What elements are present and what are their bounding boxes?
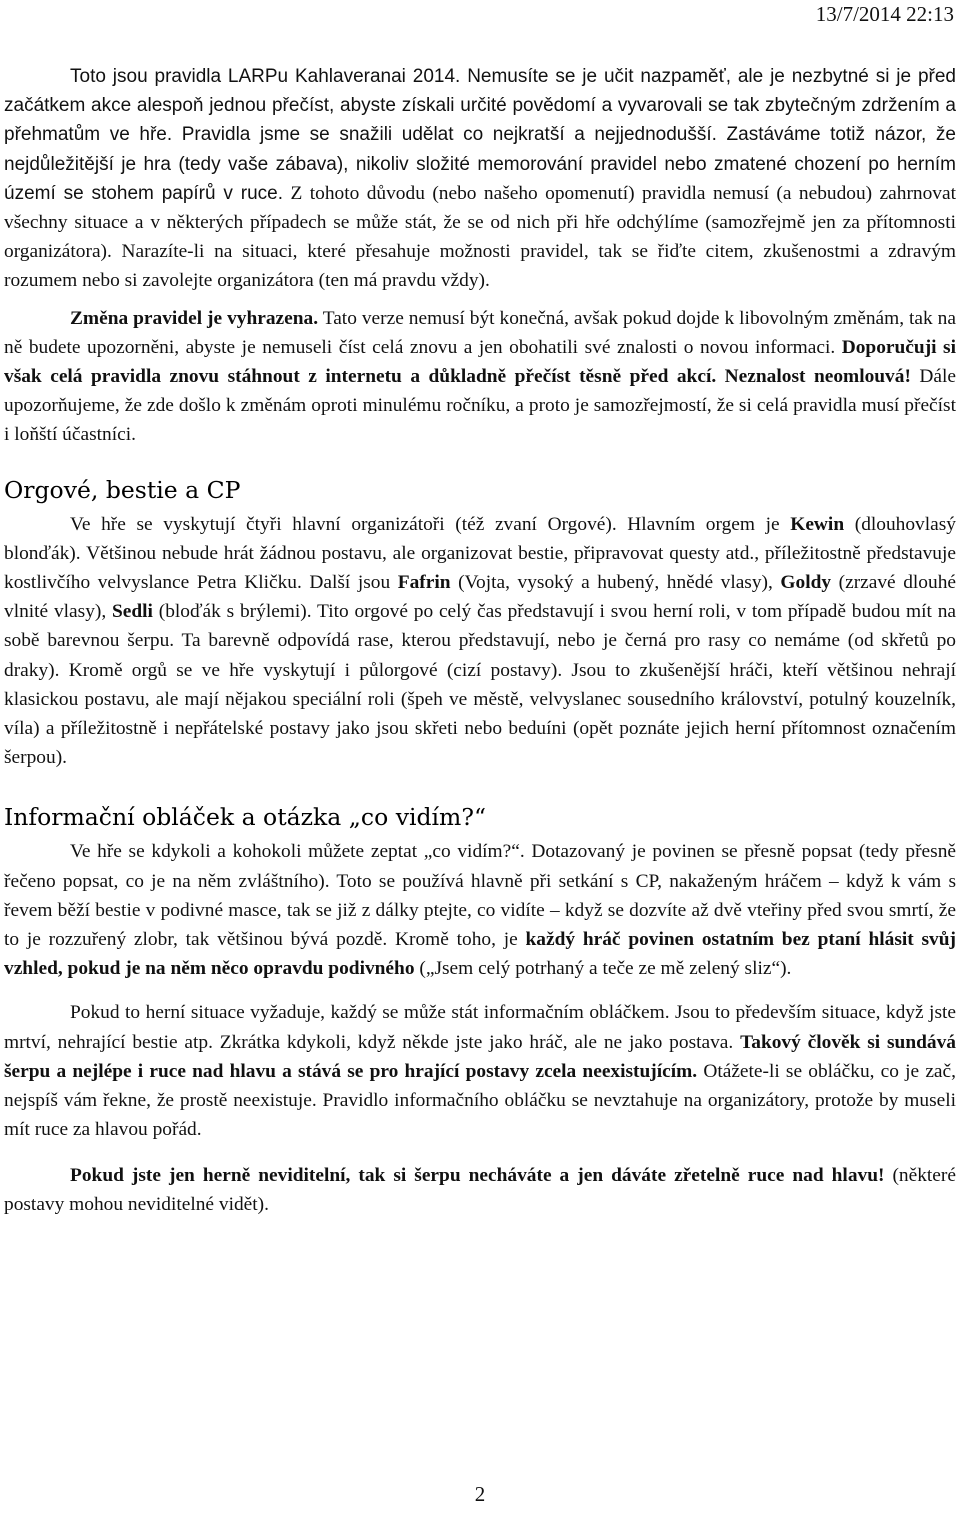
intro-text-sans: Toto jsou pravidla LARPu Kahlaveranai 2014. Nemusíte se je učit nazpaměť, ale je nezbytné si je před začátkem akce alespoň jednou přečíst, abyste získali určité povědomí a vyvarovali se tak zbytečným zdržením a přehmatům ve hře. Pravidla jsme se snažili udělat co nejkratší a nejjednodušší. Zastáváme totiž názor, že nejdůležitější je hra (tedy vaše zábava), nikoliv složité memorování pravidel nebo zmatené chození po herním území se stohem papírů v ruce. <box>4 66 956 204</box>
info-text: Pokud to herní situace vyžaduje, každý se může stát informačním obláčkem. Jsou to především situace, když jste mrtví, nehrající bestie atp. Zkrátka kdykoli, když někde jste jako hráč, ale ne jako postava. <box>4 1002 956 1053</box>
orgs-text: (zrzavé dlouhé vlnité vlasy), <box>4 572 956 623</box>
orgs-text: Ve hře se vyskytují čtyři hlavní organizátoři (též zvaní Orgové). Hlavním orgem je <box>70 513 791 535</box>
info-text: Ve hře se kdykoli a kohokoli můžete zeptat „co vidím?“. Dotazovaný je povinen se přesně popsat (tedy přesně řečeno popsat, co je na něm zvláštního). Toto se používá hlavně při setkání s CP, nakaženým hráčem – když k vám s řevem běží bestie v podivné masce, tak se již z dálky ptejte, co vidíte – když se dozvíte až dvě vteřiny před svou smrtí, že to je rozzuřený zlobr, tak většinou bývá pozdě. Kromě toho, je <box>4 841 956 951</box>
appearance-duty-rule: každý hráč povinen ostatním bez ptaní hlásit svůj vzhled, pokud je na něm něco opravdu podivného <box>4 929 956 980</box>
orgs-text: (bloďák s brýlemi). Tito orgové po celý čas představují i svou herní roli, v tom případě budou mít na sobě barevnou šerpu. Ta barevně odpovídá rase, kterou představují, nebo je černá pro rasy co nemáme (od skřetů po draky). Kromě orgů se ve hře vyskytují i půlorgové (cizí postavy). Jsou to zkušenější hráči, kteří většinou nehrají klasickou postavu, ale mají nějakou speciální roli (špeh ve městě, velvyslanec sousedního království, potulný kouzelník, víla) a příležitostně i nepřátelské postavy jako jsou skřeti nebo beduíni (opět poznáte jejich herní přítomnost označením šerpou). <box>4 601 957 769</box>
intro-text-serif: Z tohoto důvodu (nebo našeho opomenutí) pravidla nemusí (a nebudou) zahrnovat všechny situace a v některých případech se může stát, že se od nich při hře odchýlíme (samozřejmě jen za přítomnosti organizátora). Narazíte-li na situaci, které přesahuje možnosti pravidel, tak se řiďte citem, zkušenostmi a zdravým rozumem nebo si zavolejte organizátora (ten má pravdu vždy). <box>4 182 957 292</box>
rules-change-paragraph <box>4 304 956 450</box>
info-text: Otážete-li se obláčku, co je zač, nejspíš vám řekne, že prostě neexistuje. Pravidlo informačního obláčku se nevztahuje na organizátory, protože by museli mít ruce za hlavou pořád. <box>4 1060 956 1141</box>
section-heading-info-cloud: Informační obláček a otázka „co vidím?“ <box>4 803 486 832</box>
rules-download-advice: Doporučuji si však celá pravidla znovu stáhnout z internetu a důkladně přečíst těsně před akcí. Neznalost neomlouvá! <box>4 336 956 388</box>
orgs-text: (dlouhovlasý blonďák). Většinou nebude hrát žádnou postavu, ale organizovat bestie, připravovat questy atd., příležitostně představuje kostlivčího velvyslance Petra Kličku. Další jsou <box>4 513 956 594</box>
invisibility-paragraph <box>4 1161 956 1219</box>
document-page <box>4 62 956 1219</box>
rules-change-text: Tato verze nemusí být konečná, avšak pokud dojde k libovolným změnám, tak na ně budete upozorněni, abyste je nemuseli číst celá znovu a jen obohatili své znalosti o novou informaci. <box>4 307 956 358</box>
orgs-paragraph <box>4 510 956 773</box>
rules-change-notice: Změna pravidel je vyhrazena. <box>70 307 319 329</box>
org-name-goldy: Goldy <box>780 572 832 594</box>
print-timestamp: 13/7/2014 22:13 <box>815 2 954 26</box>
orgs-text: (Vojta, vysoký a hubený, hnědé vlasy), <box>450 572 781 594</box>
section-heading-orgs: Orgové, bestie a CP <box>4 475 241 504</box>
org-name-sedli: Sedli <box>112 601 153 623</box>
intro-paragraph <box>4 62 956 296</box>
info-text: (některé postavy mohou neviditelné vidět). <box>4 1164 956 1215</box>
org-name-fafrin: Fafrin <box>397 572 451 594</box>
page-number: 2 <box>474 1482 486 1506</box>
what-do-i-see-paragraph <box>4 837 956 983</box>
info-cloud-rule: Takový člověk si sundává šerpu a nejlépe i ruce nad hlavu a stává se pro hrající postavy zcela neexistujícím. <box>4 1031 956 1082</box>
org-name-kewin: Kewin <box>790 513 845 535</box>
info-cloud-paragraph <box>4 998 956 1144</box>
rules-change-text-2: Dále upozorňujeme, že zde došlo k změnám oproti minulému ročníku, a proto je samozřejmostí, že si celá pravidla musí přečíst i loňští účastníci. <box>4 366 957 446</box>
info-text: („Jsem celý potrhaný a teče ze mě zelený sliz“). <box>414 958 792 980</box>
invisibility-rule: Pokud jste jen herně neviditelní, tak si šerpu necháváte a jen dáváte zřetelně ruce nad hlavu! <box>70 1164 885 1186</box>
